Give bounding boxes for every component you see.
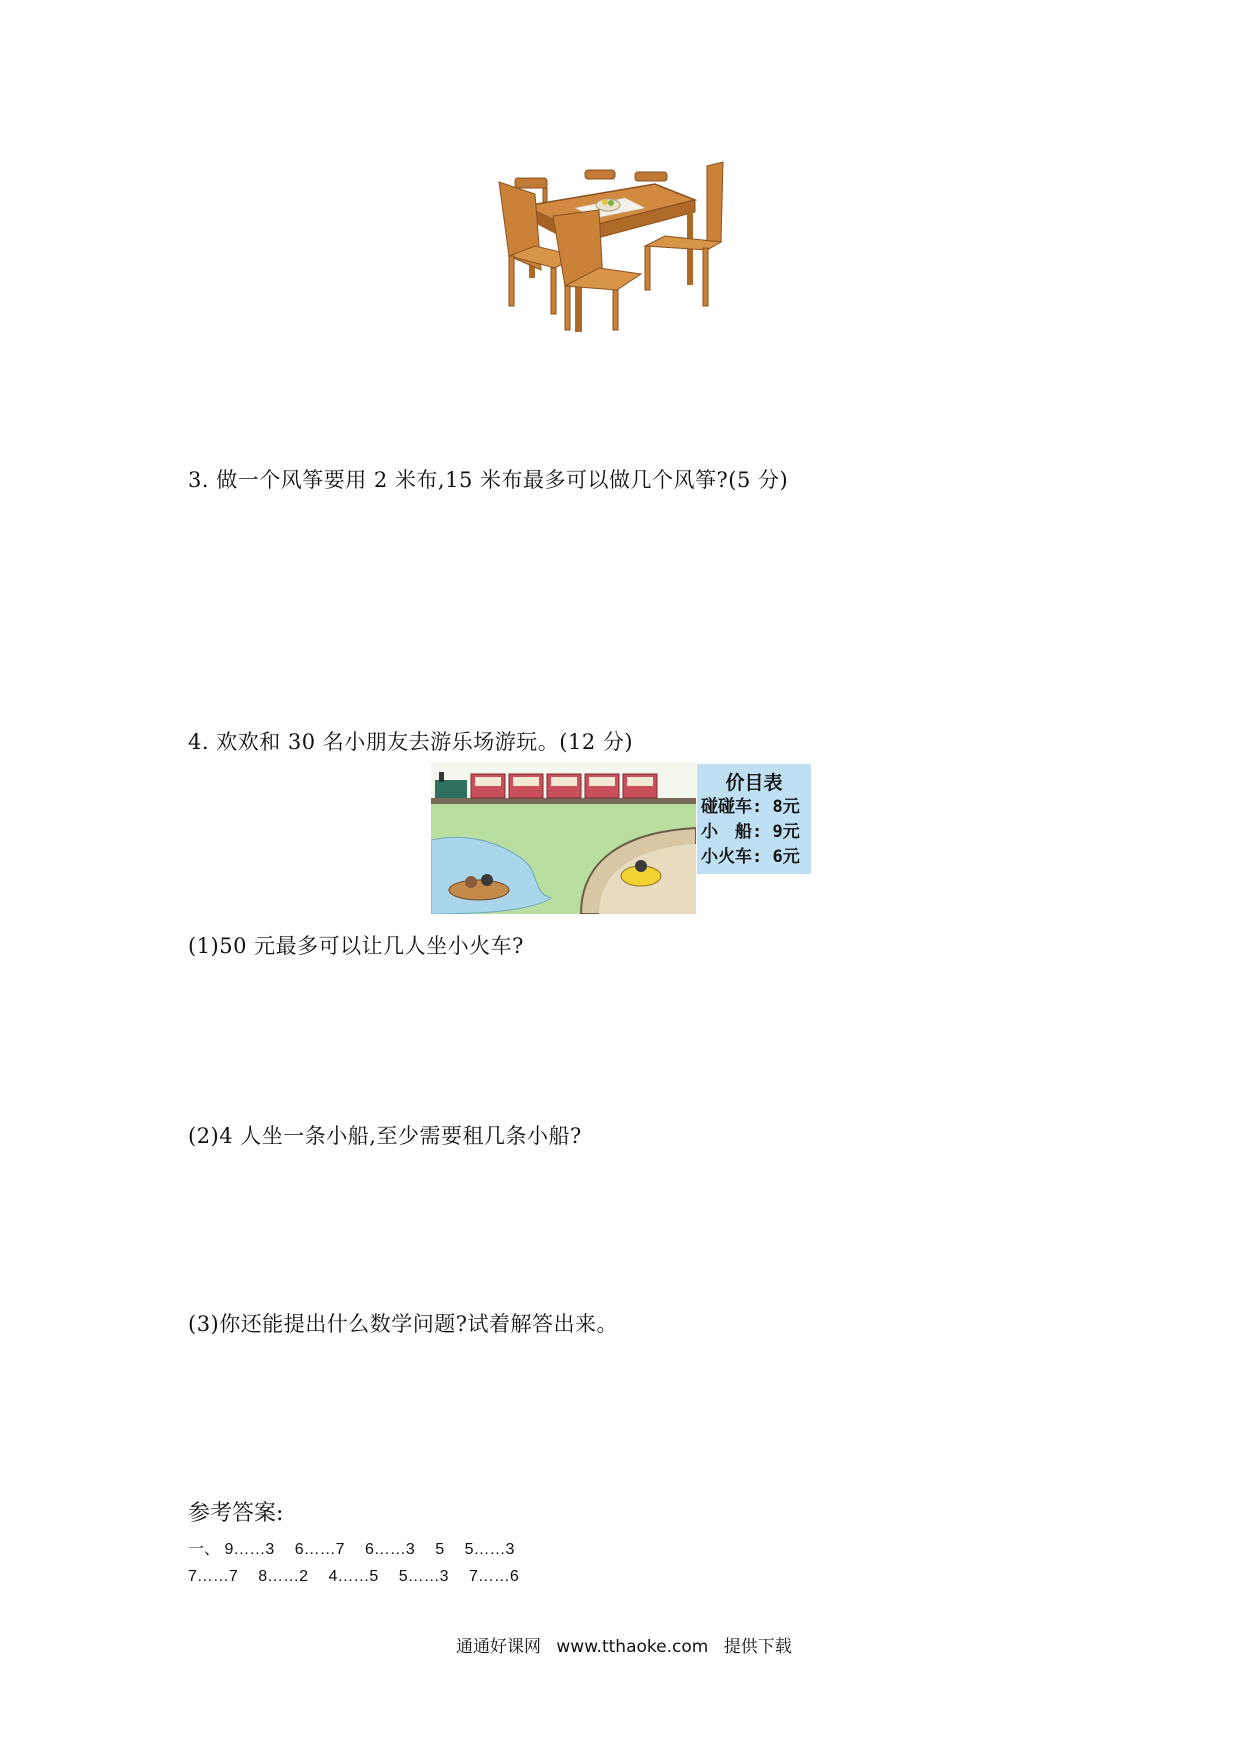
answers-line-1: [188, 1536, 530, 1559]
answer-item: 4……5: [328, 1568, 379, 1585]
answer-item: 8……2: [258, 1568, 309, 1585]
price-row-bumper-car: 碰碰车: 8元: [701, 797, 800, 817]
footer-url[interactable]: www.tthaoke.com: [556, 1637, 709, 1657]
question-3: 3. 做一个风筝要用 2 米布,15 米布最多可以做几个风筝?(5 分): [188, 468, 789, 492]
answer-item: 6……3: [364, 1541, 415, 1558]
footer: [456, 1632, 802, 1657]
dining-table-image: [495, 160, 735, 332]
price-table-title: 价目表: [725, 772, 783, 794]
footer-site-name: 通通好课网: [456, 1637, 541, 1657]
answer-item: 一、 9……3: [188, 1541, 275, 1558]
price-row-boat: 小 船: 9元: [701, 822, 800, 842]
answers-line-2: [188, 1568, 535, 1586]
price-table: [697, 764, 811, 874]
question-4: 4. 欢欢和 30 名小朋友去游乐场游玩。(12 分): [188, 730, 634, 754]
question-4-1: (1)50 元最多可以让几人坐小火车?: [188, 934, 524, 958]
answer-item: 5: [435, 1541, 445, 1558]
answer-item: 5……3: [398, 1568, 449, 1585]
answer-item: 7……6: [469, 1568, 519, 1585]
question-4-3: (3)你还能提出什么数学问题?试着解答出来。: [188, 1312, 619, 1336]
answer-item: 5……3: [464, 1541, 515, 1558]
question-4-2: (2)4 人坐一条小船,至少需要租几条小船?: [188, 1124, 582, 1148]
amusement-park-image: [431, 762, 696, 914]
answer-item: 6……7: [294, 1541, 345, 1558]
answers-title: 参考答案:: [188, 1501, 284, 1526]
price-row-train: 小火车: 6元: [701, 847, 800, 867]
answer-item: 7……7: [188, 1568, 238, 1585]
footer-suffix: 提供下载: [723, 1637, 792, 1657]
